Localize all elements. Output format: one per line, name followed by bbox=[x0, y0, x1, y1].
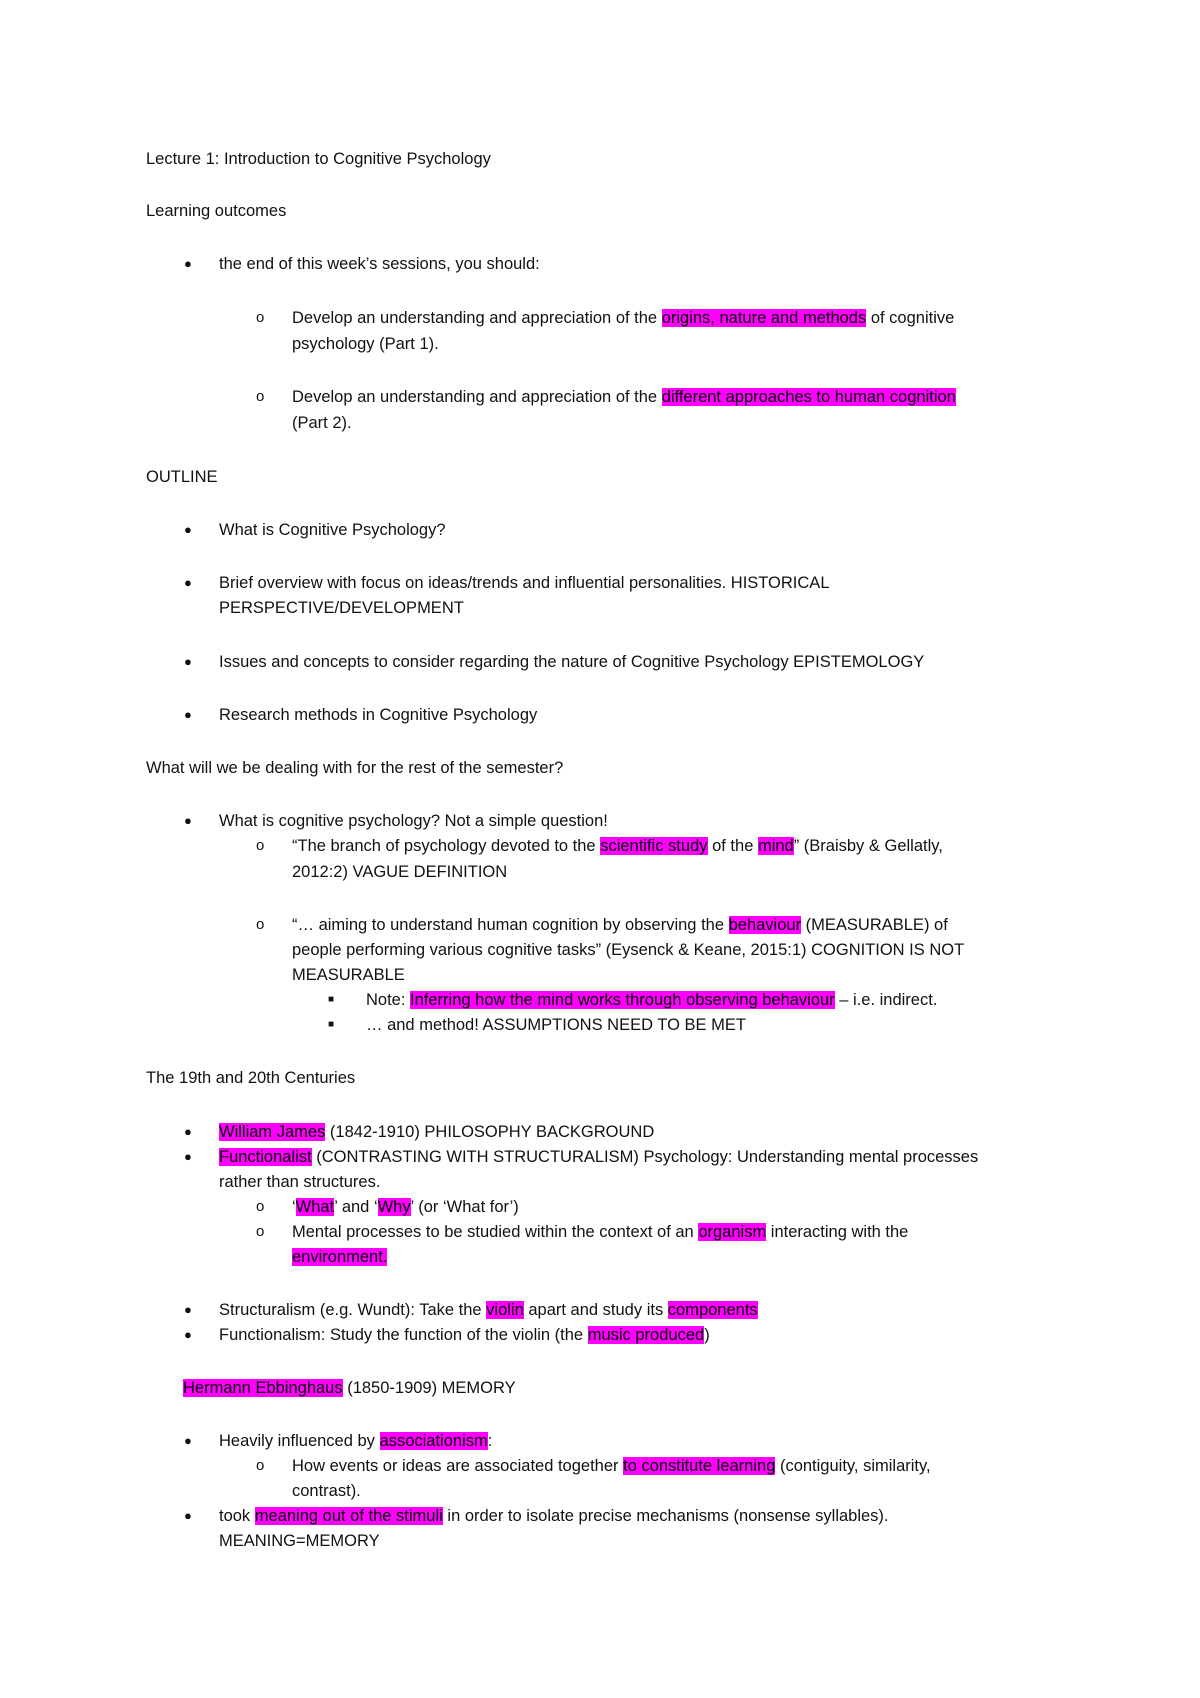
highlight: Why bbox=[377, 1198, 411, 1216]
associationism: Heavily influenced by associationism: bbox=[219, 1432, 493, 1450]
sub-bullet: o bbox=[256, 388, 265, 405]
highlight: environment. bbox=[292, 1248, 388, 1266]
bullet: ● bbox=[184, 1327, 192, 1342]
bullet: ● bbox=[184, 1149, 192, 1164]
took-meaning: took meaning out of the stimuli in order to isolate precise mechanisms (nonsense syllables). bbox=[219, 1507, 889, 1525]
bullet: ● bbox=[184, 813, 192, 828]
definition-2-cont2: MEASURABLE bbox=[292, 966, 405, 984]
sub-sub-bullet: ■ bbox=[328, 994, 335, 1005]
lo-item-2-cont: (Part 2). bbox=[292, 414, 352, 432]
highlight: scientific study bbox=[600, 837, 708, 855]
bullet: ● bbox=[184, 522, 192, 537]
structuralism: Structuralism (e.g. Wundt): Take the violin apart and study its components bbox=[219, 1301, 758, 1319]
lo-item-2: Develop an understanding and appreciation of the different approaches to human cognition bbox=[292, 388, 956, 406]
highlight: origins, nature and methods bbox=[661, 309, 867, 327]
outline-item-1: What is Cognitive Psychology? bbox=[219, 521, 446, 539]
highlight: to constitute learning bbox=[623, 1457, 776, 1475]
definition-2-cont: people performing various cognitive tasks” (Eysenck & Keane, 2015:1) COGNITION IS NOT bbox=[292, 941, 965, 959]
highlight: mind bbox=[757, 837, 794, 855]
sub-bullet: o bbox=[256, 309, 265, 326]
functionalism: Functionalism: Study the function of the violin (the music produced) bbox=[219, 1326, 710, 1344]
centuries-heading: The 19th and 20th Centuries bbox=[146, 1069, 356, 1087]
outline-item-2: Brief overview with focus on ideas/trends and influential personalities. HISTORICAL bbox=[219, 574, 830, 592]
bullet: ● bbox=[184, 1124, 192, 1139]
outline-item-2-cont: PERSPECTIVE/DEVELOPMENT bbox=[219, 599, 464, 617]
bullet: ● bbox=[184, 654, 192, 669]
ebbinghaus-heading: Hermann Ebbinghaus (1850-1909) MEMORY bbox=[183, 1379, 516, 1397]
highlight: different approaches to human cognition bbox=[661, 388, 956, 406]
bullet: ● bbox=[184, 707, 192, 722]
functionalist: Functionalist (CONTRASTING WITH STRUCTURALISM) Psychology: Understanding mental processes bbox=[219, 1148, 979, 1166]
lo-item-1: Develop an understanding and appreciation of the origins, nature and methods of cognitive bbox=[292, 309, 955, 327]
highlight: organism bbox=[698, 1223, 767, 1241]
sub-bullet: o bbox=[256, 1198, 265, 1215]
bullet: ● bbox=[184, 1302, 192, 1317]
bullet: ● bbox=[184, 1508, 192, 1523]
bullet: ● bbox=[184, 256, 192, 271]
highlight: Inferring how the mind works through observing behaviour bbox=[410, 991, 835, 1009]
took-meaning-cont: MEANING=MEMORY bbox=[219, 1532, 380, 1550]
highlight: music produced bbox=[587, 1326, 705, 1344]
bullet: ● bbox=[184, 575, 192, 590]
sub-bullet: o bbox=[256, 916, 265, 933]
highlight: associationism bbox=[379, 1432, 488, 1450]
sub-sub-bullet: ■ bbox=[328, 1019, 335, 1030]
mental-processes: Mental processes to be studied within the context of an organism interacting with the bbox=[292, 1223, 909, 1241]
semester-heading: What will we be dealing with for the rest of the semester? bbox=[146, 759, 564, 777]
functionalist-cont: rather than structures. bbox=[219, 1173, 381, 1191]
sub-bullet: o bbox=[256, 1223, 265, 1240]
highlight: meaning out of the stimuli bbox=[254, 1507, 443, 1525]
events-ideas: How events or ideas are associated together to constitute learning (contiguity, similarity, bbox=[292, 1457, 931, 1475]
highlight: behaviour bbox=[728, 916, 802, 934]
learning-outcomes-heading: Learning outcomes bbox=[146, 202, 287, 220]
outline-item-3: Issues and concepts to consider regarding the nature of Cognitive Psychology EPISTEMOLOGY bbox=[219, 653, 925, 671]
what-why: ‘What’ and ‘Why’ (or ‘What for’) bbox=[292, 1198, 519, 1216]
note-2: … and method! ASSUMPTIONS NEED TO BE MET bbox=[366, 1016, 746, 1034]
highlight: What bbox=[295, 1198, 335, 1216]
william-james: William James (1842-1910) PHILOSOPHY BACKGROUND bbox=[219, 1123, 655, 1141]
sub-bullet: o bbox=[256, 1457, 265, 1474]
highlight: Functionalist bbox=[219, 1148, 312, 1166]
page-title: Lecture 1: Introduction to Cognitive Psychology bbox=[146, 150, 491, 168]
highlight: William James bbox=[219, 1123, 326, 1141]
definition-1-cont: 2012:2) VAGUE DEFINITION bbox=[292, 863, 508, 881]
lo-item-1-cont: psychology (Part 1). bbox=[292, 335, 439, 353]
outline-item-4: Research methods in Cognitive Psychology bbox=[219, 706, 538, 724]
highlight: Hermann Ebbinghaus bbox=[183, 1379, 343, 1397]
events-ideas-cont: contrast). bbox=[292, 1482, 361, 1500]
mental-processes-cont bbox=[292, 1246, 387, 1268]
highlight: components bbox=[667, 1301, 758, 1319]
note-1: Note: Inferring how the mind works through observing behaviour – i.e. indirect. bbox=[366, 991, 938, 1009]
sub-bullet: o bbox=[256, 837, 265, 854]
definition-1: “The branch of psychology devoted to the scientific study of the mind” (Braisby & Gellatly, bbox=[292, 837, 943, 855]
outline-heading: OUTLINE bbox=[146, 468, 218, 486]
semester-question: What is cognitive psychology? Not a simple question! bbox=[219, 812, 608, 830]
highlight: violin bbox=[486, 1301, 524, 1319]
lo-intro: the end of this week’s sessions, you should: bbox=[219, 255, 540, 273]
bullet: ● bbox=[184, 1433, 192, 1448]
definition-2: “… aiming to understand human cognition by observing the behaviour (MEASURABLE) of bbox=[292, 916, 948, 934]
